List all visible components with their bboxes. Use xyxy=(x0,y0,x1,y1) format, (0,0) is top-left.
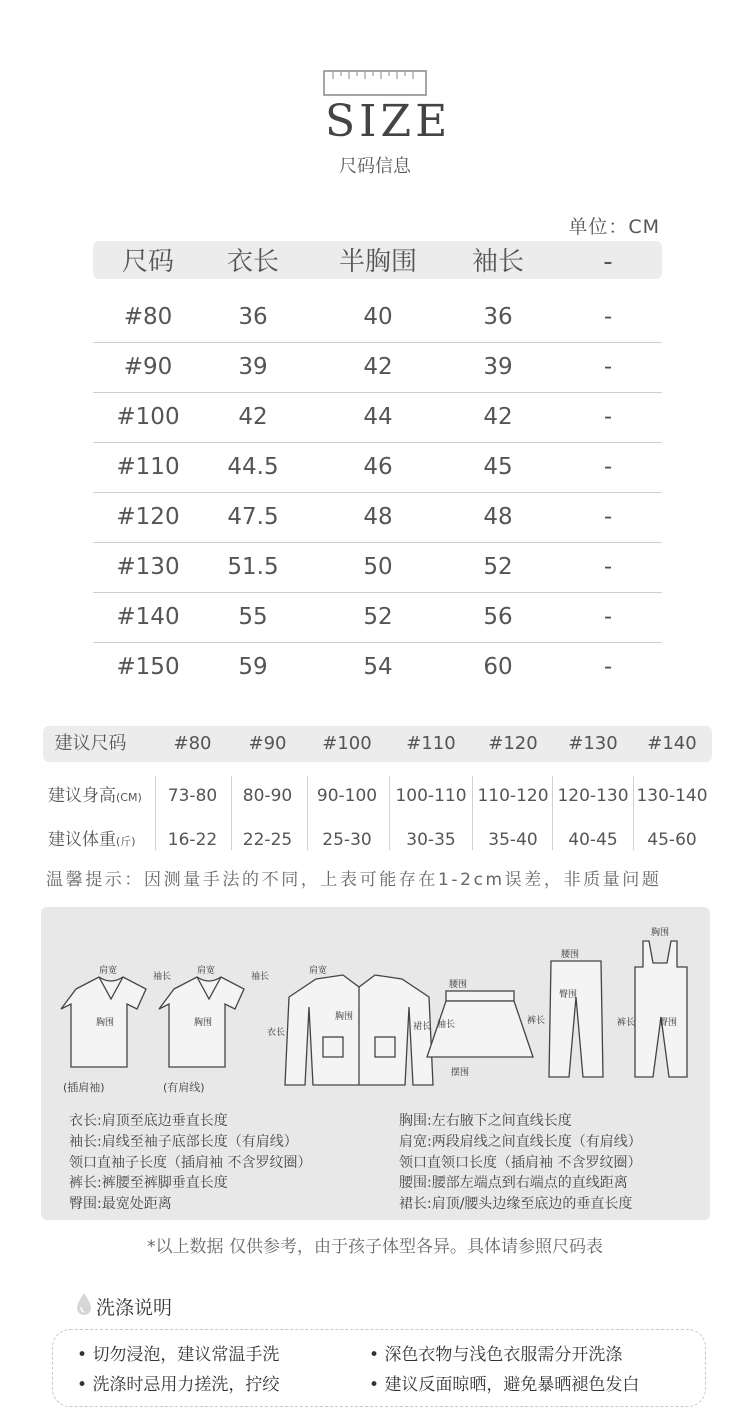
chest-label: 胸围 xyxy=(96,1018,115,1028)
pants-length-label: 裤长 xyxy=(617,1018,636,1028)
table-cell: 52 xyxy=(483,554,513,580)
table-cell: 52 xyxy=(363,604,393,630)
reference-note: *以上数据 仅供参考，由于孩子体型各异。具体请参照尺码表 xyxy=(147,1237,603,1257)
size-heading: SIZE xyxy=(325,96,452,147)
water-drop-icon xyxy=(76,1292,92,1316)
column-divider xyxy=(633,776,634,850)
weight-cell: 35-40 xyxy=(488,830,538,850)
table-cell: #80 xyxy=(123,304,173,330)
header-cell: 衣长 xyxy=(226,247,279,277)
recommend-size: #90 xyxy=(248,733,287,754)
table-row xyxy=(93,642,662,692)
wash-item: • 洗涤时忌用力搓洗，拧绞 xyxy=(77,1370,279,1395)
definition-line: 肩宽:两段肩线之间直线长度（有肩线） xyxy=(399,1133,642,1150)
size-table-header xyxy=(93,241,662,279)
table-row xyxy=(93,492,662,543)
table-cell: 44.5 xyxy=(227,454,279,480)
hip-label: 臀围 xyxy=(559,990,578,1000)
table-cell: 47.5 xyxy=(227,504,279,530)
table-cell: 42 xyxy=(483,404,513,430)
table-cell: - xyxy=(603,454,613,480)
table-cell: 42 xyxy=(238,404,268,430)
table-cell: 56 xyxy=(483,604,513,630)
table-cell: 59 xyxy=(238,654,268,680)
table-cell: #100 xyxy=(116,404,180,430)
definition-line: 腰围:腰部左端点到右端点的直线距离 xyxy=(399,1175,628,1192)
raglan-caption: (插肩袖) xyxy=(63,1081,105,1094)
table-cell: 45 xyxy=(483,454,513,480)
weight-cell: 22-25 xyxy=(242,830,293,850)
chest-label: 胸围 xyxy=(651,928,670,938)
hem-label: 摆围 xyxy=(451,1068,470,1078)
height-label: 建议身高(CM) xyxy=(48,786,142,806)
weight-label: 建议体重(斤) xyxy=(48,830,136,850)
table-cell: 60 xyxy=(483,654,513,680)
chest-label: 胸围 xyxy=(194,1018,213,1028)
weight-cell: 40-45 xyxy=(568,830,618,850)
table-row xyxy=(93,542,662,593)
column-divider xyxy=(472,776,473,850)
hip-label: 臀围 xyxy=(659,1018,678,1028)
size-subtitle: 尺码信息 xyxy=(339,156,411,177)
definition-line: 领口直袖子长度（插肩袖 不含罗纹圈） xyxy=(69,1154,312,1171)
table-cell: 39 xyxy=(238,354,268,380)
definition-line: 袖长:肩线至袖子底部长度（有肩线） xyxy=(69,1133,298,1150)
definitions-left xyxy=(69,1111,311,1215)
table-cell: 36 xyxy=(238,304,268,330)
recommend-size: #130 xyxy=(568,733,618,754)
height-cell: 130-140 xyxy=(636,786,708,806)
shoulder-caption: (有肩线) xyxy=(163,1081,205,1094)
recommend-weight-row xyxy=(43,820,712,860)
sleeve-label: 袖长 xyxy=(437,1020,456,1030)
table-row xyxy=(93,292,662,343)
table-cell: 36 xyxy=(483,304,513,330)
weight-cell: 30-35 xyxy=(406,830,456,850)
table-cell: 44 xyxy=(363,404,393,430)
column-divider xyxy=(389,776,390,850)
weight-cell: 25-30 xyxy=(322,830,372,850)
height-cell: 80-90 xyxy=(242,786,293,806)
table-cell: - xyxy=(603,504,613,530)
table-cell: #150 xyxy=(116,654,180,680)
wash-title: 洗涤说明 xyxy=(96,1297,173,1319)
table-cell: 48 xyxy=(363,504,393,530)
header-cell: 尺码 xyxy=(121,247,174,277)
measurement-panel xyxy=(41,907,710,1220)
unit-label: 单位：CM xyxy=(568,216,660,238)
table-cell: - xyxy=(603,354,613,380)
recommend-size: #80 xyxy=(173,733,212,754)
table-cell: 54 xyxy=(363,654,393,680)
height-cell: 90-100 xyxy=(316,786,378,806)
definition-line: 胸围:左右腋下之间直线长度 xyxy=(399,1113,572,1129)
table-cell: - xyxy=(603,404,613,430)
table-cell: 40 xyxy=(363,304,393,330)
header-cell: 袖长 xyxy=(471,247,524,277)
definition-line: 裤长:裤腰至裤脚垂直长度 xyxy=(69,1175,228,1192)
recommend-size: #120 xyxy=(488,733,538,754)
weight-cell: 16-22 xyxy=(167,830,218,850)
shoulder-label: 肩宽 xyxy=(309,966,328,976)
table-cell: - xyxy=(603,604,613,630)
sleeve-label: 袖长 xyxy=(251,972,270,982)
column-divider xyxy=(552,776,553,850)
table-cell: 46 xyxy=(363,454,393,480)
length-label: 衣长 xyxy=(267,1028,286,1038)
recommend-size: #110 xyxy=(406,733,456,754)
pants-length-label: 裤长 xyxy=(527,1016,546,1026)
wash-item: • 建议反面晾晒，避免暴晒褪色发白 xyxy=(369,1370,639,1395)
table-cell: - xyxy=(603,304,613,330)
column-divider xyxy=(307,776,308,850)
waist-label: 腰围 xyxy=(561,950,580,960)
garment-diagram xyxy=(41,907,710,1107)
table-cell: 51.5 xyxy=(227,554,279,580)
table-row xyxy=(93,592,662,643)
table-cell: 48 xyxy=(483,504,513,530)
shoulder-label: 肩宽 xyxy=(99,966,118,976)
table-cell: 39 xyxy=(483,354,513,380)
height-cell: 110-120 xyxy=(477,786,549,806)
column-divider xyxy=(231,776,232,850)
height-cell: 120-130 xyxy=(557,786,629,806)
recommend-header-label: 建议尺码 xyxy=(54,733,127,754)
skirt-length-label: 裙长 xyxy=(413,1022,432,1032)
table-cell: #110 xyxy=(116,454,180,480)
height-cell: 73-80 xyxy=(167,786,218,806)
recommend-height-row xyxy=(43,776,712,816)
warm-tip: 温馨提示：因测量手法的不同，上表可能存在1-2cm误差，非质量问题 xyxy=(46,870,662,890)
definition-line: 领口直领口长度（插肩袖 不含罗纹圈） xyxy=(399,1154,642,1171)
table-row xyxy=(93,442,662,493)
table-cell: 42 xyxy=(363,354,393,380)
table-cell: 55 xyxy=(238,604,268,630)
definition-line: 裙长:肩顶/腰头边缘至底边的垂直长度 xyxy=(399,1196,633,1213)
table-cell: #140 xyxy=(116,604,180,630)
table-cell: - xyxy=(603,554,613,580)
wash-box xyxy=(52,1329,706,1407)
chest-label: 胸围 xyxy=(335,1012,354,1022)
recommend-size: #100 xyxy=(322,733,372,754)
table-cell: #120 xyxy=(116,504,180,530)
height-cell: 100-110 xyxy=(395,786,467,806)
weight-cell: 45-60 xyxy=(647,830,697,850)
shoulder-label: 肩宽 xyxy=(197,966,216,976)
waist-label: 腰围 xyxy=(449,980,468,990)
definition-line: 臀围:最宽处距离 xyxy=(69,1196,172,1213)
table-row xyxy=(93,392,662,443)
wash-item: • 深色衣物与浅色衣服需分开洗涤 xyxy=(369,1340,622,1365)
wash-item: • 切勿浸泡，建议常温手洗 xyxy=(77,1340,279,1365)
table-row xyxy=(93,342,662,393)
recommend-size: #140 xyxy=(647,733,697,754)
table-cell: #130 xyxy=(116,554,180,580)
sleeve-label: 袖长 xyxy=(153,972,172,982)
ruler-icon xyxy=(323,70,427,96)
definition-line: 衣长:肩顶至底边垂直长度 xyxy=(69,1113,228,1129)
definitions-right xyxy=(399,1111,642,1215)
header-cell: 半胸围 xyxy=(338,247,417,277)
column-divider xyxy=(155,776,156,850)
recommend-header xyxy=(43,726,712,762)
table-cell: - xyxy=(603,654,613,680)
table-cell: #90 xyxy=(123,354,173,380)
table-cell: 50 xyxy=(363,554,393,580)
header-cell: - xyxy=(603,247,613,277)
